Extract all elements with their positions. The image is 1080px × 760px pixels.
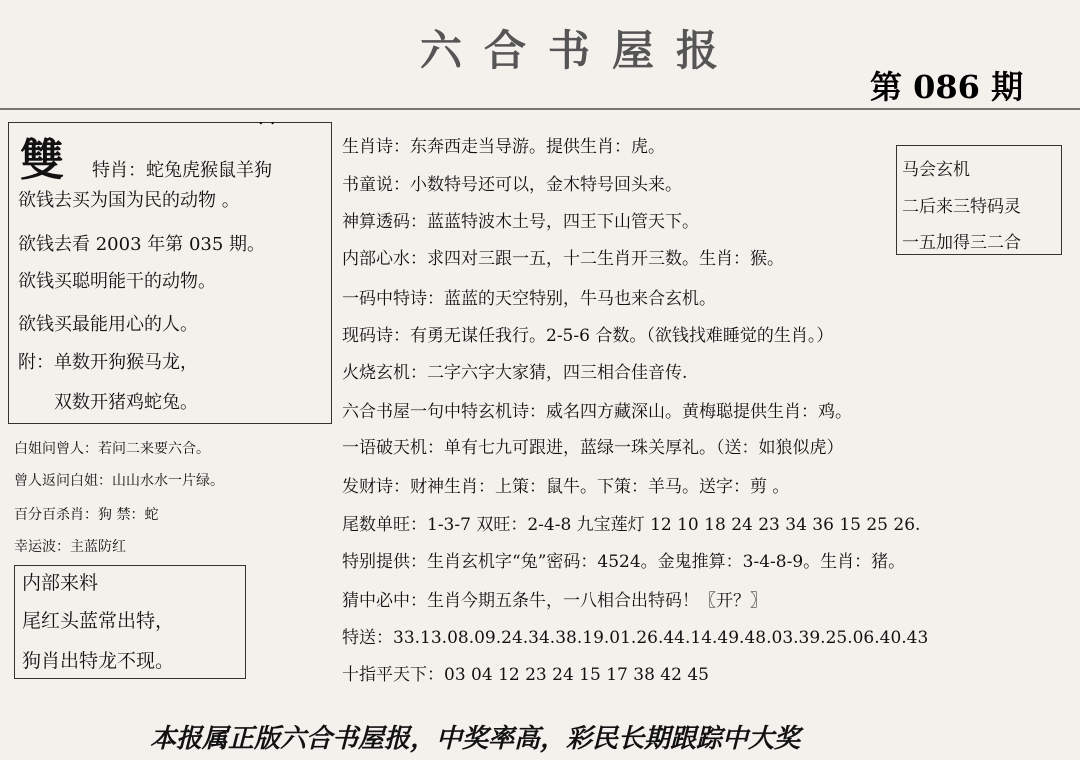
issue-number: 第 086 期 bbox=[870, 68, 1024, 106]
small-line-1: 白姐问曾人：若问二来要六合。 bbox=[14, 441, 210, 457]
small-line-4: 幸运波：主蓝防红 bbox=[14, 539, 126, 555]
mid-line-11: 尾数单旺：1-3-7 双旺：2-4-8 九宝莲灯 12 10 18 24 23 34 36 15 25 26. bbox=[342, 515, 921, 535]
mid-line-12: 特别提供：生肖玄机字“兔”密码：4524。金鬼推算：3-4-8-9。生肖：猪。 bbox=[342, 552, 906, 572]
inner-box-line-1: 尾红头蓝常出特， bbox=[22, 610, 175, 632]
small-line-2: 曾人返问白姐：山山水水一片绿。 bbox=[14, 473, 224, 489]
left-line-5: 附：单数开狗猴马龙， bbox=[18, 352, 198, 373]
right-box-line-1: 二后来三特码灵 bbox=[902, 197, 1021, 217]
mid-line-4: 内部心水：求四对三跟一五，十二生肖开三数。生肖：猴。 bbox=[342, 249, 784, 269]
footer-slogan: 本报属正版六合书屋报，中奖率高，彩民长期跟踪中大奖 bbox=[150, 724, 801, 754]
left-line-2: 欲钱去看 2003 年第 035 期。 bbox=[18, 234, 266, 255]
mid-line-9: 一语破天机：单有七九可跟进，蓝绿一珠关厚礼。（送：如狼似虎） bbox=[342, 438, 844, 458]
mid-line-15: 十指平天下：03 04 12 23 24 15 17 38 42 45 bbox=[342, 665, 709, 685]
mid-line-2: 书童说：小数特号还可以，金木特号回头来。 bbox=[342, 175, 682, 195]
special-zodiac-line: 特肖：蛇兔虎猴鼠羊狗 bbox=[92, 160, 272, 181]
mid-line-6: 现码诗：有勇无谋任我行。2-5-6 合数。（欲钱找难睡觉的生肖。） bbox=[342, 326, 834, 346]
mid-line-7: 火烧玄机：二字六字大家猜，四三相合佳音传. bbox=[342, 363, 688, 383]
mid-line-10: 发财诗：财神生肖：上策：鼠牛。下策：羊马。送字：剪 。 bbox=[342, 477, 790, 497]
left-line-6: 双数开猪鸡蛇兔。 bbox=[18, 392, 198, 413]
mid-line-8: 六合书屋一句中特玄机诗：威名四方藏深山。黄梅聪提供生肖：鸡。 bbox=[342, 402, 852, 422]
inner-box-title: 内部来料 bbox=[22, 572, 99, 594]
mid-line-1: 生肖诗：东奔西走当导游。提供生肖：虎。 bbox=[342, 137, 665, 157]
mid-line-14: 特送：33.13.08.09.24.34.38.19.01.26.44.14.49.48.03.39.25.06.40.43 bbox=[342, 628, 929, 648]
header-divider bbox=[0, 108, 1080, 110]
right-box-line-2: 一五加得三二合 bbox=[902, 233, 1021, 253]
mid-line-13: 猜中必中：生肖今期五条牛，一八相合出特码！〖开？〗 bbox=[342, 591, 767, 611]
masthead bbox=[0, 0, 1080, 110]
left-line-3: 欲钱买聪明能干的动物。 bbox=[18, 271, 216, 292]
left-line-4: 欲钱买最能用心的人。 bbox=[18, 314, 198, 335]
right-box-title: 马会玄机 bbox=[902, 160, 970, 180]
shuang-glyph: 雙 bbox=[20, 135, 64, 186]
ellipsis-mark: .. bbox=[258, 108, 282, 129]
newspaper-title: 六合书屋报 bbox=[420, 26, 741, 75]
mid-line-5: 一码中特诗：蓝蓝的天空特别，牛马也来合玄机。 bbox=[342, 289, 716, 309]
small-line-3: 百分百杀肖：狗 禁：蛇 bbox=[14, 507, 159, 523]
left-line-1: 欲钱去买为国为民的动物 。 bbox=[18, 190, 240, 211]
inner-box-line-2: 狗肖出特龙不现。 bbox=[22, 650, 175, 672]
mid-line-3: 神算透码：蓝蓝特波木土号，四王下山管天下。 bbox=[342, 212, 699, 232]
